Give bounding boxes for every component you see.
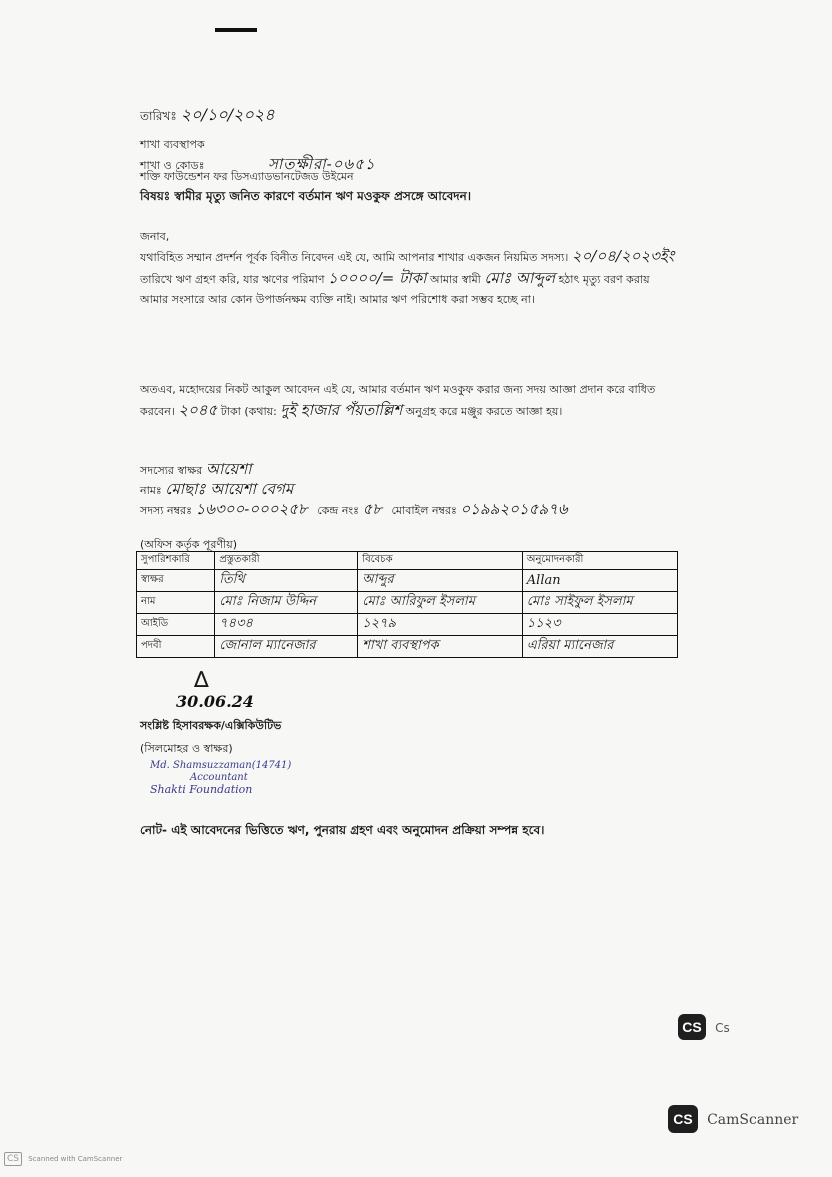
approval-table [136,551,678,658]
member-name: মোছাঃ আয়েশা বেগম [165,480,294,498]
office-use-heading: (অফিস কর্তৃক পূরণীয়) [140,538,237,551]
col-approver: অনুমোদনকারী [522,552,677,570]
greeting: জনাব, [140,230,170,243]
initial-mark-icon: ∆ [194,668,209,693]
member-details-line: সদস্য নম্বরঃ ১৬৩০০-০০০২৫৮ কেন্দ্র নংঃ ৫৮ মোবাইল নম্বরঃ ০১৯৯২০১৫৯৭৬ [140,500,568,518]
branch-line: শাখা ও কোডঃ সাতক্ষীরা-০৬৫১ [140,155,376,173]
date-line [140,102,275,129]
camscanner-logo-icon: CS [678,1014,706,1040]
date-label: তারিখঃ [140,109,177,123]
accountant-date: 30.06.24 [176,692,254,711]
member-signature-line: সদস্যের স্বাক্ষর আয়েশা [140,460,252,478]
member-number: ১৬৩০০-০০০২৫৮ [195,500,308,518]
table-row: স্বাক্ষর তিথি আব্দুর Allan [137,570,678,592]
waiver-amount: ২০৪৫ [178,401,218,419]
center-number: ৫৮ [362,500,382,518]
table-row: নাম মোঃ নিজাম উদ্দিন মোঃ আরিফুল ইসলাম মোঃ সাইফুল ইসলাম [137,592,678,614]
mobile-number: ০১৯৯২০১৫৯৭৬ [460,500,568,518]
subject-line: বিষয়ঃ স্বামীর মৃত্যু জনিত কারণে বর্তমান ঋণ মওকুফ প্রসঙ্গে আবেদন। [140,189,472,203]
member-name-line: নামঃ মোছাঃ আয়েশা বেগম [140,480,294,498]
table-row: পদবী জোনাল ম্যানেজার শাখা ব্যবস্থাপক এরিয়া ম্যানেজার [137,636,678,658]
accountant-seal: Md. Shamsuzzaman(14741) Accountant Shakti Foundation [150,760,292,796]
footnote: নোট- এই আবেদনের ভিত্তিতে ঋণ, পুনরায় গ্রহণ এবং অনুমোদন প্রক্রিয়া সম্পন্ন হবে। [140,823,545,837]
husband-name: মোঃ আব্দুল [484,269,556,287]
camscanner-mini-icon: CS [4,1152,22,1166]
paragraph-1: যথাবিহিত সম্মান প্রদর্শন পূর্বক বিনীত নিবেদন এই যে, আমি আপনার শাখার একজন নিয়মিত সদস্য। ২০/০৪/২০২৩ইং তারিখে ঋণ গ্রহণ করি, যার ঋণের পরিমাণ ১০০০০/= টাকা আমার স্বামী মোঃ আব্দুল হঠাৎ মৃত্যু বরণ করায় আমার সংসারে আর কোন উপার্জনক্ষম ব্যক্তি নাই। আমার ঋণ পরিশোধ করা সম্ভব হচ্ছে না। [140,247,675,306]
accountant-subtitle: (সিলমোহর ও স্বাক্ষর) [140,742,233,755]
col-recommender: সুপারিশকারি [137,552,215,570]
loan-date: ২০/০৪/২০২৩ইং [571,247,675,265]
scan-footer: CS Scanned with CamScanner [4,1152,122,1166]
waiver-amount-words: দুই হাজার পঁয়তাল্লিশ [280,401,403,419]
accountant-title: সংশ্লিষ্ট হিসাবরক্ষক/এক্সিকিউটিভ [140,719,282,732]
table-row: আইডি ৭৪৩৪ ১২৭৯ ১১২৩ [137,614,678,636]
member-signature: আয়েশা [205,460,252,478]
branch-code: সাতক্ষীরা-০৬৫১ [268,155,376,173]
camscanner-watermark-small: CS Cs [678,1014,730,1040]
paragraph-2: অতএব, মহোদয়ের নিকট আকুল আবেদন এই যে, আমার বর্তমান ঋণ মওকুফ করার জন্য সদয় আজ্ঞা প্রদান করে বাধিত করবেন। ২০৪৫ টাকা (কথায়: দুই হাজার পঁয়তাল্লিশ অনুগ্রহ করে মঞ্জুর করতে আজ্ঞা হয়। [140,383,656,419]
col-preparer: প্রস্তুতকারী [215,552,358,570]
col-reviewer: বিবেচক [358,552,523,570]
camscanner-watermark: CS CamScanner [668,1105,798,1133]
approval-header-row [137,552,678,570]
top-mark [215,28,257,32]
loan-amount: ১০০০০/= টাকা [328,269,427,287]
date-value: ২০/১০/২০২৪ [180,105,275,124]
organization-line: শক্তি ফাউন্ডেশন ফর ডিসএ্যাডভানটেজড উইমেন [140,170,354,183]
camscanner-logo-icon: CS [668,1105,698,1133]
addressee-line: শাখা ব্যবস্থাপক [140,138,205,151]
